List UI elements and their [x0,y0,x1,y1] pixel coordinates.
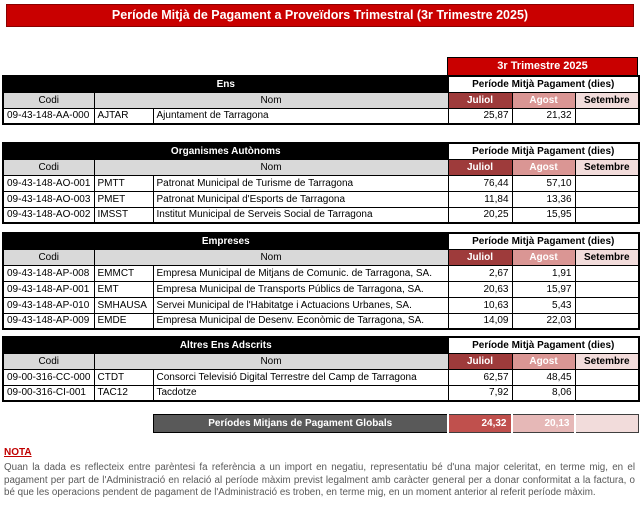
table-row [3,297,639,313]
setembre-value-cell [575,281,639,297]
period-header: Període Mitjà Pagament (dies) [448,337,639,353]
setembre-value-cell [575,108,639,124]
acronym-cell: IMSST [94,207,153,223]
acronym-cell: SMHAUSA [94,297,153,313]
setembre-column-header: Setembre [575,249,639,265]
table-row [3,108,639,124]
codi-cell: 09-43-148-AO-001 [3,175,94,191]
section-title-ens: Ens [3,76,448,92]
agost-value-cell: 1,91 [512,265,575,281]
codi-cell: 09-43-148-AP-010 [3,297,94,313]
nom-column-header: Nom [94,159,448,175]
setembre-value-cell [575,175,639,191]
table-row [3,175,639,191]
table-row [3,313,639,329]
codi-cell: 09-00-316-CI-001 [3,385,94,401]
juliol-value-cell: 20,63 [448,281,512,297]
section-title-organismes-autonoms: Organismes Autònoms [3,143,448,159]
agost-value-cell: 15,97 [512,281,575,297]
acronym-cell: PMTT [94,175,153,191]
entity-name-cell: Patronat Municipal de Turisme de Tarragona [153,175,448,191]
agost-value-cell: 15,95 [512,207,575,223]
acronym-cell: EMT [94,281,153,297]
nota-section [4,447,635,500]
column-header-row [3,353,639,369]
juliol-value-cell: 20,25 [448,207,512,223]
setembre-column-header: Setembre [575,353,639,369]
globals-setembre-value [575,415,639,433]
acronym-cell: EMMCT [94,265,153,281]
entity-name-cell: Ajuntament de Tarragona [153,108,448,124]
section-header-row [3,143,639,159]
setembre-value-cell [575,369,639,385]
period-header: Període Mitjà Pagament (dies) [448,233,639,249]
agost-column-header: Agost [512,92,575,108]
quarter-spacer [2,57,447,75]
globals-agost-value: 20,13 [512,415,575,433]
acronym-cell: TAC12 [94,385,153,401]
agost-value-cell: 48,45 [512,369,575,385]
nota-label: NOTA [4,447,32,458]
juliol-value-cell: 2,67 [448,265,512,281]
nota-text: Quan la dada es reflecteix entre parèntesi fa referència a un import en negatiu, representatiu bé d'una major celeritat, en terme mig, en el pagament per part de l'Administració en relació al període màxim previst legalment amb caràcter general per a donar conformitat a la factura, o bé que les operacions pendent de pagament de l'Administració es troben, en terme mig, en un moment anterior al referit període màxim. [4,462,635,498]
codi-column-header: Codi [3,249,94,265]
section-header-row [3,233,639,249]
quarter-header-row [2,57,640,75]
setembre-value-cell [575,265,639,281]
juliol-value-cell: 11,84 [448,191,512,207]
agost-value-cell: 5,43 [512,297,575,313]
juliol-value-cell: 14,09 [448,313,512,329]
nom-column-header: Nom [94,249,448,265]
report-title: Període Mitjà de Pagament a Proveïdors Trimestral (3r Trimestre 2025) [6,4,634,27]
setembre-value-cell [575,385,639,401]
entity-name-cell: Empresa Municipal de Transports Públics de Tarragona, SA. [153,281,448,297]
agost-column-header: Agost [512,353,575,369]
table-row [3,281,639,297]
juliol-value-cell: 10,63 [448,297,512,313]
section-title-empreses: Empreses [3,233,448,249]
agost-column-header: Agost [512,159,575,175]
entity-name-cell: Empresa Municipal de Mitjans de Comunic. de Tarragona, SA. [153,265,448,281]
entity-name-cell: Patronat Municipal d'Esports de Tarragona [153,191,448,207]
entity-name-cell: Servei Municipal de l'Habitatge i Actuacions Urbanes, SA. [153,297,448,313]
table-row [3,191,639,207]
quarter-header: 3r Trimestre 2025 [447,57,638,75]
juliol-value-cell: 25,87 [448,108,512,124]
globals-juliol-value: 24,32 [448,415,512,433]
section-header-row [3,76,639,92]
table-row [3,265,639,281]
period-header: Període Mitjà Pagament (dies) [448,76,639,92]
setembre-column-header: Setembre [575,159,639,175]
codi-cell: 09-43-148-AO-002 [3,207,94,223]
section-header-row [3,337,639,353]
entity-name-cell: Tacdotze [153,385,448,401]
table-row [3,385,639,401]
section-table-organismes-autonoms [2,142,640,224]
setembre-value-cell [575,297,639,313]
section-table-empreses [2,232,640,330]
juliol-value-cell: 7,92 [448,385,512,401]
nom-column-header: Nom [94,92,448,108]
setembre-value-cell [575,207,639,223]
juliol-value-cell: 76,44 [448,175,512,191]
juliol-column-header: Juliol [448,249,512,265]
acronym-cell: CTDT [94,369,153,385]
codi-cell: 09-43-148-AP-008 [3,265,94,281]
codi-column-header: Codi [3,159,94,175]
nom-column-header: Nom [94,353,448,369]
codi-cell: 09-43-148-AA-000 [3,108,94,124]
period-header: Període Mitjà Pagament (dies) [448,143,639,159]
agost-value-cell: 22,03 [512,313,575,329]
globals-label: Períodes Mitjans de Pagament Globals [154,415,448,433]
acronym-cell: AJTAR [94,108,153,124]
agost-column-header: Agost [512,249,575,265]
codi-cell: 09-43-148-AP-009 [3,313,94,329]
juliol-column-header: Juliol [448,159,512,175]
setembre-column-header: Setembre [575,92,639,108]
agost-value-cell: 57,10 [512,175,575,191]
column-header-row [3,249,639,265]
section-table-altres-ens-adscrits [2,336,640,402]
codi-cell: 09-00-316-CC-000 [3,369,94,385]
juliol-column-header: Juliol [448,92,512,108]
section-table-ens [2,75,640,125]
entity-name-cell: Empresa Municipal de Desenv. Econòmic de Tarragona, SA. [153,313,448,329]
acronym-cell: EMDE [94,313,153,329]
section-title-altres-ens-adscrits: Altres Ens Adscrits [3,337,448,353]
acronym-cell: PMET [94,191,153,207]
table-row [3,369,639,385]
juliol-column-header: Juliol [448,353,512,369]
codi-column-header: Codi [3,92,94,108]
juliol-value-cell: 62,57 [448,369,512,385]
globals-row [153,414,639,433]
setembre-value-cell [575,313,639,329]
agost-value-cell: 8,06 [512,385,575,401]
codi-cell: 09-43-148-AP-001 [3,281,94,297]
column-header-row [3,159,639,175]
entity-name-cell: Institut Municipal de Serveis Social de Tarragona [153,207,448,223]
globals-table-row [154,415,639,433]
codi-cell: 09-43-148-AO-003 [3,191,94,207]
agost-value-cell: 21,32 [512,108,575,124]
column-header-row [3,92,639,108]
setembre-value-cell [575,191,639,207]
entity-name-cell: Consorci Televisió Digital Terrestre del Camp de Tarragona [153,369,448,385]
table-row [3,207,639,223]
codi-column-header: Codi [3,353,94,369]
agost-value-cell: 13,36 [512,191,575,207]
